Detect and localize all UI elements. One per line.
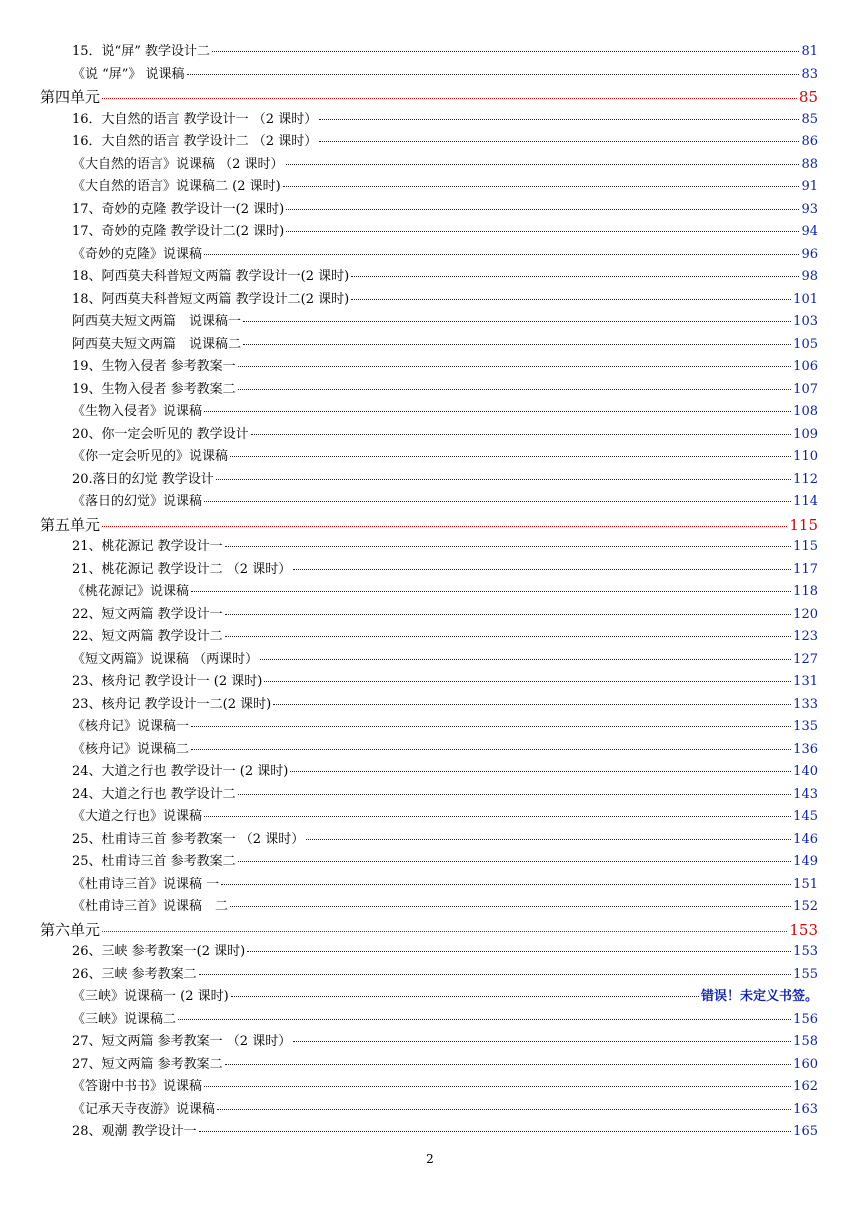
toc-entry-title: 15．说“屏” 教学设计二 xyxy=(72,44,210,59)
toc-page-number[interactable]: 155 xyxy=(793,966,818,982)
toc-page-number[interactable]: 153 xyxy=(789,920,818,939)
toc-entry[interactable] xyxy=(40,896,818,919)
toc-entry[interactable] xyxy=(40,244,818,267)
toc-entry[interactable] xyxy=(40,964,818,987)
dot-leader xyxy=(290,771,791,772)
toc-page-number[interactable]: 149 xyxy=(793,854,818,869)
toc-entry-title: 《三峡》说课稿一 (2 课时) xyxy=(72,989,229,1004)
dot-leader xyxy=(251,434,791,435)
toc-entry-title: 25、杜甫诗三首 参考教案二 xyxy=(72,854,236,869)
toc-unit-heading[interactable] xyxy=(40,919,818,942)
dot-leader xyxy=(102,526,787,527)
toc-entry-title: 《短文两篇》说课稿 （两课时） xyxy=(72,651,259,667)
toc-entry[interactable] xyxy=(40,266,818,289)
toc-page-number[interactable]: 118 xyxy=(793,584,818,599)
toc-page-number[interactable]: 117 xyxy=(793,561,818,577)
dot-leader xyxy=(217,1109,791,1110)
toc-entry[interactable] xyxy=(40,491,818,514)
dot-leader xyxy=(319,119,799,120)
toc-entry-title: 23、核舟记 教学设计一二(2 课时) xyxy=(72,696,272,712)
toc-entry-title: 《大道之行也》说课稿 xyxy=(72,809,203,824)
toc-entry-title: 22、短文两篇 教学设计一 xyxy=(72,606,223,622)
dot-leader xyxy=(306,839,791,840)
toc-entry[interactable] xyxy=(40,581,818,604)
dot-leader xyxy=(230,456,791,457)
toc-entry[interactable] xyxy=(40,851,818,874)
toc-entry-title: 《你一定会听见的》说课稿 xyxy=(72,449,229,464)
toc-entry[interactable] xyxy=(40,1121,818,1144)
toc-entry[interactable] xyxy=(40,154,818,177)
toc-page-number[interactable]: 158 xyxy=(793,1034,818,1049)
toc-entry[interactable] xyxy=(40,626,818,649)
toc-entry[interactable] xyxy=(40,784,818,807)
toc-page-number[interactable]: 103 xyxy=(793,314,818,329)
toc-entry[interactable] xyxy=(40,604,818,627)
toc-page-number[interactable]: 83 xyxy=(801,66,818,82)
toc-page-number[interactable]: 114 xyxy=(793,494,818,509)
dot-leader xyxy=(238,366,791,367)
table-of-contents xyxy=(40,41,818,1144)
toc-page-number[interactable]: 88 xyxy=(801,156,818,172)
toc-entry[interactable] xyxy=(40,649,818,672)
toc-entry[interactable] xyxy=(40,176,818,199)
toc-page-number[interactable]: 152 xyxy=(793,899,818,914)
toc-entry-title: 21、桃花源记 教学设计二 （2 课时） xyxy=(72,561,292,577)
toc-entry[interactable] xyxy=(40,221,818,244)
toc-page-number[interactable]: 101 xyxy=(793,291,818,307)
dot-leader xyxy=(238,794,791,795)
dot-leader xyxy=(199,1131,791,1132)
dot-leader xyxy=(260,659,791,660)
toc-page-number[interactable]: 160 xyxy=(793,1056,818,1072)
dot-leader xyxy=(351,299,791,300)
toc-page-number[interactable]: 133 xyxy=(793,696,818,712)
toc-entry-title: 26、三峡 参考教案一(2 课时) xyxy=(72,944,246,959)
toc-page-number[interactable]: 85 xyxy=(798,88,818,106)
dot-leader xyxy=(230,906,791,907)
toc-entry-title: 《杜甫诗三首》说课稿 二 xyxy=(72,899,229,914)
toc-entry-title: 22、短文两篇 教学设计二 xyxy=(72,629,223,644)
toc-entry[interactable] xyxy=(40,379,818,402)
toc-page-number[interactable]: 163 xyxy=(793,1101,818,1117)
toc-page-number[interactable]: 81 xyxy=(801,44,818,59)
dot-leader xyxy=(225,614,791,615)
toc-entry-title: 《核舟记》说课稿一 xyxy=(72,719,190,734)
toc-entry-title: 20、你一定会听见的 教学设计 xyxy=(72,426,249,442)
dot-leader xyxy=(191,726,791,727)
dot-leader xyxy=(273,704,791,705)
toc-entry-title: 23、核舟记 教学设计一 (2 课时) xyxy=(72,674,263,689)
toc-entry-title: 17、奇妙的克隆 教学设计二(2 课时) xyxy=(72,224,285,239)
toc-entry-title: 20.落日的幻觉 教学设计 xyxy=(72,471,214,487)
dot-leader xyxy=(247,951,791,952)
toc-page-number[interactable]: 115 xyxy=(789,515,818,534)
toc-page-number[interactable]: 107 xyxy=(793,381,818,397)
toc-page-number[interactable]: 109 xyxy=(793,426,818,442)
toc-entry-title: 18、阿西莫夫科普短文两篇 教学设计二(2 课时) xyxy=(72,291,350,307)
toc-page-number[interactable]: 120 xyxy=(793,606,818,622)
dot-leader xyxy=(204,501,791,502)
toc-entry-title: 第四单元 xyxy=(40,88,101,106)
dot-leader xyxy=(221,884,791,885)
dot-leader xyxy=(225,636,791,637)
toc-entry[interactable] xyxy=(40,761,818,784)
toc-entry-title: 《杜甫诗三首》说课稿 一 xyxy=(72,876,220,892)
toc-entry[interactable] xyxy=(40,311,818,334)
dot-leader xyxy=(238,861,791,862)
toc-entry[interactable] xyxy=(40,986,818,1009)
toc-entry-title: 19、生物入侵者 参考教案一 xyxy=(72,359,236,374)
toc-page-number[interactable]: 115 xyxy=(793,539,818,554)
toc-entry[interactable] xyxy=(40,559,818,582)
toc-page-number[interactable]: 108 xyxy=(793,404,818,419)
toc-entry-title: 《三峡》说课稿二 xyxy=(72,1011,177,1027)
toc-entry[interactable] xyxy=(40,64,818,87)
toc-page-number[interactable]: 146 xyxy=(793,831,818,847)
dot-leader xyxy=(293,1041,791,1042)
dot-leader xyxy=(199,974,791,975)
toc-entry-title: 27、短文两篇 参考教案一 （2 课时） xyxy=(72,1034,292,1049)
page-number: 2 xyxy=(426,1152,434,1166)
toc-page-number[interactable]: 105 xyxy=(793,336,818,352)
dot-leader xyxy=(204,1086,791,1087)
toc-entry[interactable] xyxy=(40,941,818,964)
toc-entry-title: 《大自然的语言》说课稿二 (2 课时) xyxy=(72,179,281,194)
toc-entry-title: 19、生物入侵者 参考教案二 xyxy=(72,381,236,397)
dot-leader xyxy=(191,749,791,750)
toc-unit-heading[interactable] xyxy=(40,86,818,109)
dot-leader xyxy=(351,276,799,277)
toc-entry-title: 25、杜甫诗三首 参考教案一 （2 课时） xyxy=(72,831,305,847)
dot-leader xyxy=(293,569,791,570)
toc-page-number[interactable]: 135 xyxy=(793,719,818,734)
toc-entry-title: 24、大道之行也 教学设计二 xyxy=(72,786,236,802)
toc-page-number[interactable]: 162 xyxy=(793,1079,818,1094)
toc-entry[interactable] xyxy=(40,446,818,469)
toc-entry-title: 16．大自然的语言 教学设计二 （2 课时） xyxy=(72,134,318,149)
toc-page-number[interactable]: 106 xyxy=(793,359,818,374)
dot-leader xyxy=(286,164,800,165)
toc-entry[interactable] xyxy=(40,1099,818,1122)
toc-entry[interactable] xyxy=(40,829,818,852)
toc-page-number[interactable]: 112 xyxy=(793,471,818,487)
toc-page-number[interactable]: 127 xyxy=(793,651,818,667)
dot-leader xyxy=(191,591,791,592)
toc-entry-title: 《说 “屏”》 说课稿 xyxy=(72,66,185,82)
toc-entry[interactable] xyxy=(40,199,818,222)
dot-leader xyxy=(225,546,791,547)
toc-page-number[interactable]: 94 xyxy=(801,224,818,239)
dot-leader xyxy=(216,479,791,480)
toc-entry-title: 《核舟记》说课稿二 xyxy=(72,741,190,757)
toc-page-number[interactable]: 96 xyxy=(801,246,818,262)
toc-entry[interactable] xyxy=(40,716,818,739)
dot-leader xyxy=(187,74,800,75)
toc-entry-title: 16．大自然的语言 教学设计一 （2 课时） xyxy=(72,111,318,127)
toc-entry[interactable] xyxy=(40,131,818,154)
toc-page-number[interactable]: 86 xyxy=(801,134,818,149)
toc-entry[interactable] xyxy=(40,401,818,424)
toc-entry-title: 《记承天寺夜游》说课稿 xyxy=(72,1101,216,1117)
toc-entry[interactable] xyxy=(40,874,818,897)
dot-leader xyxy=(212,51,799,52)
toc-entry-title: 阿西莫夫短文两篇 说课稿二 xyxy=(72,336,242,352)
dot-leader xyxy=(238,389,791,390)
dot-leader xyxy=(286,231,799,232)
dot-leader xyxy=(264,681,791,682)
dot-leader xyxy=(102,98,797,99)
toc-entry-title: 《生物入侵者》说课稿 xyxy=(72,404,203,419)
toc-page-number[interactable]: 91 xyxy=(801,179,818,194)
toc-entry-title: 26、三峡 参考教案二 xyxy=(72,966,197,982)
toc-entry[interactable] xyxy=(40,536,818,559)
toc-page-number[interactable]: 143 xyxy=(793,786,818,802)
toc-entry[interactable] xyxy=(40,1009,818,1032)
dot-leader xyxy=(204,411,791,412)
toc-page-number[interactable]: 110 xyxy=(793,449,818,464)
toc-entry[interactable] xyxy=(40,109,818,132)
toc-page-number[interactable]: 156 xyxy=(793,1011,818,1027)
dot-leader xyxy=(204,816,791,817)
toc-entry-title: 《大自然的语言》说课稿 （2 课时） xyxy=(72,156,284,172)
toc-entry[interactable] xyxy=(40,671,818,694)
dot-leader xyxy=(286,209,799,210)
dot-leader xyxy=(243,344,791,345)
toc-page-number[interactable]: 153 xyxy=(793,944,818,959)
toc-entry[interactable] xyxy=(40,1054,818,1077)
dot-leader xyxy=(283,186,800,187)
dot-leader xyxy=(178,1019,791,1020)
toc-page-number[interactable]: 165 xyxy=(793,1124,818,1139)
toc-entry-title: 第五单元 xyxy=(40,515,101,534)
toc-page-number[interactable]: 123 xyxy=(793,629,818,644)
toc-bookmark-error[interactable]: 错误！未定义书签。 xyxy=(700,989,818,1004)
toc-entry-title: 28、观潮 教学设计一 xyxy=(72,1124,197,1139)
dot-leader xyxy=(243,321,791,322)
toc-entry[interactable] xyxy=(40,694,818,717)
toc-entry[interactable] xyxy=(40,289,818,312)
dot-leader xyxy=(225,1064,791,1065)
toc-page-number[interactable]: 98 xyxy=(801,269,818,284)
toc-page-number[interactable]: 131 xyxy=(793,674,818,689)
toc-page-number[interactable]: 85 xyxy=(801,111,818,127)
toc-page-number[interactable]: 136 xyxy=(793,741,818,757)
toc-entry-title: 阿西莫夫短文两篇 说课稿一 xyxy=(72,314,242,329)
toc-page-number[interactable]: 151 xyxy=(793,876,818,892)
dot-leader xyxy=(319,141,799,142)
toc-entry[interactable] xyxy=(40,1076,818,1099)
toc-unit-heading[interactable] xyxy=(40,514,818,537)
dot-leader xyxy=(231,996,699,997)
dot-leader xyxy=(204,254,799,255)
dot-leader xyxy=(102,931,787,932)
toc-entry[interactable] xyxy=(40,1031,818,1054)
toc-entry[interactable] xyxy=(40,334,818,357)
toc-entry-title: 《答谢中书书》说课稿 xyxy=(72,1079,203,1094)
toc-page-number[interactable]: 145 xyxy=(793,809,818,824)
toc-entry-title: 第六单元 xyxy=(40,920,101,939)
toc-entry[interactable] xyxy=(40,806,818,829)
toc-entry-title: 17、奇妙的克隆 教学设计一(2 课时) xyxy=(72,201,285,217)
toc-entry-title: 21、桃花源记 教学设计一 xyxy=(72,539,223,554)
toc-page-number[interactable]: 140 xyxy=(793,764,818,779)
toc-entry-title: 27、短文两篇 参考教案二 xyxy=(72,1056,223,1072)
toc-entry-title: 24、大道之行也 教学设计一 (2 课时) xyxy=(72,764,289,779)
toc-entry[interactable] xyxy=(40,739,818,762)
toc-entry[interactable] xyxy=(40,469,818,492)
toc-entry[interactable] xyxy=(40,356,818,379)
toc-entry[interactable] xyxy=(40,424,818,447)
toc-entry-title: 《奇妙的克隆》说课稿 xyxy=(72,246,203,262)
toc-entry[interactable] xyxy=(40,41,818,64)
toc-entry-title: 18、阿西莫夫科普短文两篇 教学设计一(2 课时) xyxy=(72,269,350,284)
toc-page-number[interactable]: 93 xyxy=(801,201,818,217)
toc-entry-title: 《桃花源记》说课稿 xyxy=(72,584,190,599)
toc-entry-title: 《落日的幻觉》说课稿 xyxy=(72,494,203,509)
